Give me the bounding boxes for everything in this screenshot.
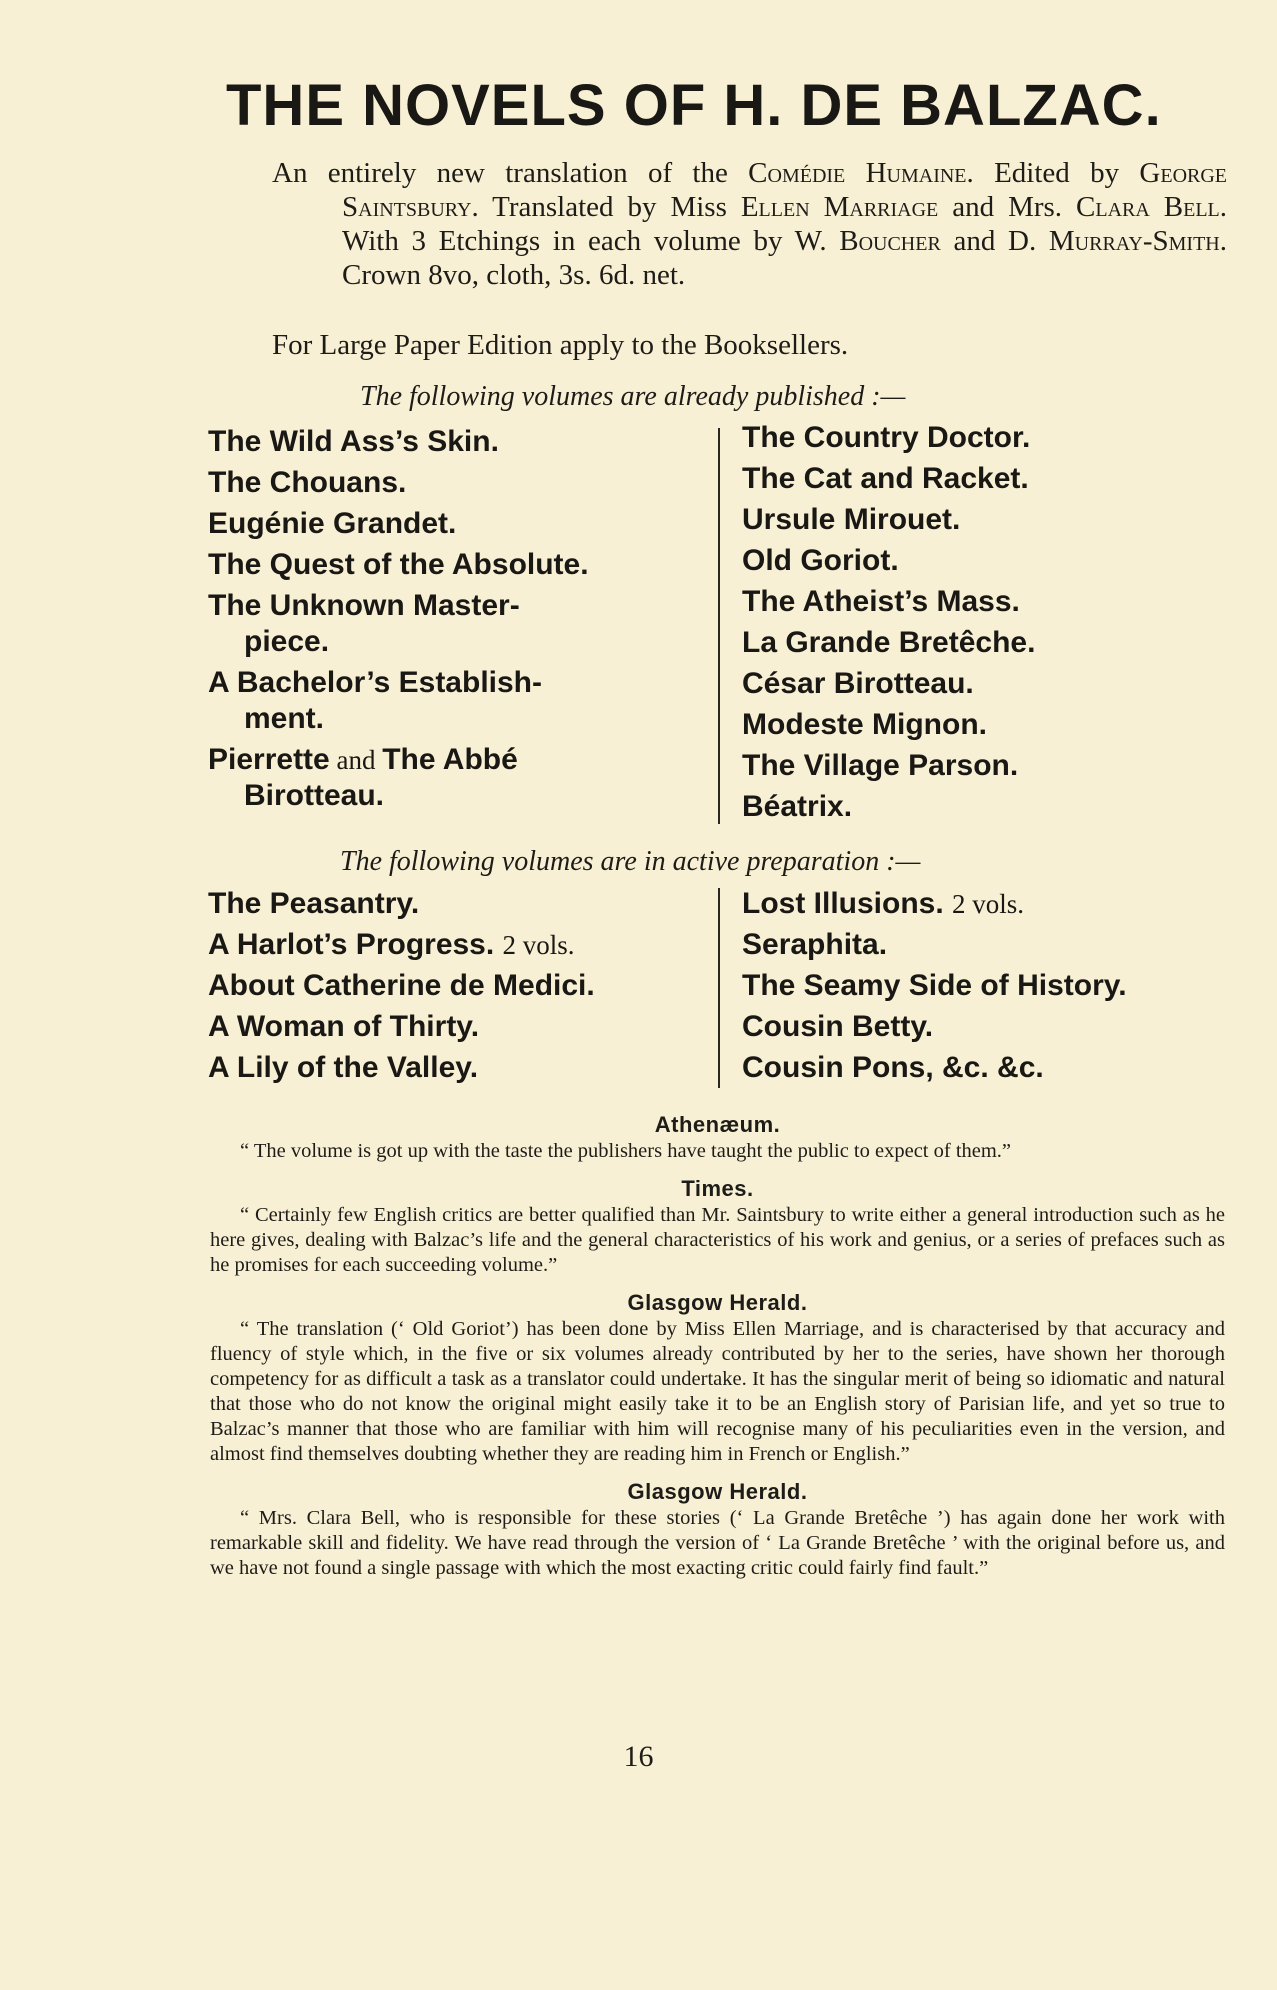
list-item — [208, 506, 698, 542]
review-source: Glasgow Herald. — [627, 1479, 808, 1504]
preparation-right-column — [742, 886, 1222, 1091]
list-item — [208, 588, 698, 660]
volume-title: About Catherine de Medici. — [208, 969, 595, 1002]
volume-title: Cousin Betty. — [742, 1010, 934, 1043]
intro-text: . Crown 8vo, cloth, 3s. 6d. net. — [342, 225, 1227, 291]
volume-title: A Harlot’s Progress. — [208, 928, 495, 961]
list-item — [208, 665, 698, 737]
large-paper-note: For Large Paper Edition apply to the Booksellers. — [272, 329, 849, 361]
volume-count: 2 vols. — [502, 930, 575, 960]
list-item — [208, 1009, 708, 1045]
list-item: The Country Doctor. — [742, 421, 1031, 454]
list-item: Modeste Mignon. — [742, 708, 987, 741]
review-source: Glasgow Herald. — [627, 1290, 808, 1315]
volume-title: Eugénie Grandet. — [208, 507, 457, 540]
preparation-left-column — [208, 886, 708, 1091]
list-item — [208, 424, 698, 460]
volume-title: A Woman of Thirty. — [208, 1010, 480, 1043]
review-source: Times. — [681, 1176, 754, 1201]
review-quote: “ The translation (‘ Old Goriot’) has been done by Miss Ellen Marriage, and is characterised by that accuracy and fluency of style which, in the five or six volumes already contributed by her to the series, have shown her thorough competency for as difficult a task as a translator could undertake. It has the singular merit of being so idiomatic and natural that those who do not know the original might easily take it to be an English story of Parisian life, and yet so true to Balzac’s manner that those who are familiar with him will recognise many of his peculiarities even in the version, and almost find themselves doubting whether they are reading him in French or English.” — [210, 1318, 1225, 1465]
intro-text: and Mrs. — [938, 191, 1077, 223]
intro-text: An entirely new translation of the — [272, 157, 749, 189]
column-divider — [718, 428, 720, 824]
list-item — [208, 886, 708, 922]
volume-title-continued: piece. — [244, 625, 330, 658]
list-item: The Cat and Racket. — [742, 462, 1029, 495]
published-right-column — [742, 420, 1212, 830]
review-source: Athenæum. — [654, 1112, 781, 1137]
page-title: THE NOVELS OF H. DE BALZAC. — [226, 73, 1162, 138]
list-item — [208, 547, 698, 583]
volume-title-continued: ment. — [244, 702, 325, 735]
volume-title: The Quest of the Absolute. — [208, 548, 589, 581]
intro-paragraph — [272, 156, 1227, 292]
list-item: Ursule Mirouet. — [742, 503, 961, 536]
intro-text: . Edited by — [966, 157, 1140, 189]
list-item — [208, 465, 698, 501]
review-quote: “ Mrs. Clara Bell, who is responsible for these stories (‘ La Grande Bretêche ’) has again done her work with remarkable skill and fidelity. We have read through the version of ‘ La Grande Bretêche ’ with the original before us, and we have not found a single passage with which the most exacting critic could fairly find fault.” — [210, 1507, 1225, 1579]
translator-name: Clara Bell — [1076, 191, 1220, 223]
list-item — [742, 968, 1222, 1004]
volume-title: Lost Illusions. — [742, 887, 944, 920]
volume-title: The Seamy Side of History. — [742, 969, 1127, 1002]
list-item — [742, 1009, 1222, 1045]
volume-title: The Chouans. — [208, 466, 407, 499]
volume-title: The Abbé — [382, 743, 518, 776]
list-item — [208, 968, 708, 1004]
volume-title: The Peasantry. — [208, 887, 420, 920]
volume-title: The Unknown Master- — [208, 589, 520, 622]
editor-name: George Saintsbury — [342, 157, 1228, 223]
page-number: 16 — [623, 1740, 654, 1773]
intro-text: . Translated by Miss — [471, 191, 741, 223]
preparation-heading: The following volumes are in active preparation :— — [340, 846, 921, 877]
list-item: César Birotteau. — [742, 667, 974, 700]
published-heading: The following volumes are already published :— — [360, 381, 906, 412]
conjunction: and — [329, 745, 383, 775]
review-quote: “ The volume is got up with the taste the publishers have taught the public to expect of them.” — [240, 1140, 1012, 1162]
list-item: The Village Parson. — [742, 749, 1019, 782]
comedie-humaine: Comédie Humaine — [748, 157, 967, 189]
list-item — [742, 886, 1222, 922]
volume-count: 2 vols. — [952, 889, 1025, 919]
list-item: The Atheist’s Mass. — [742, 585, 1020, 618]
list-item — [208, 742, 698, 814]
press-reviews — [210, 1108, 1225, 1593]
volume-title: A Lily of the Valley. — [208, 1051, 479, 1084]
review-quote: “ Certainly few English critics are better qualified than Mr. Saintsbury to write either a general introduction such as he here gives, dealing with Balzac’s life and the general characteristics of his work and genius, or a series of prefaces such as he promises for each succeeding volume.” — [210, 1204, 1225, 1276]
list-item — [742, 927, 1222, 963]
volume-title: A Bachelor’s Establish- — [208, 666, 542, 699]
etcher-name: Murray-Smith — [1048, 225, 1220, 257]
volume-title: Pierrette — [208, 743, 330, 776]
intro-text: and D. — [940, 225, 1049, 257]
list-item — [208, 927, 708, 963]
translator-name: Ellen Marriage — [740, 191, 939, 223]
list-item — [742, 1050, 1222, 1086]
volume-title: The Wild Ass’s Skin. — [208, 425, 499, 458]
volume-title: Seraphita. — [742, 928, 888, 961]
list-item: Béatrix. — [742, 790, 853, 823]
volume-title: Cousin Pons, &c. &c. — [742, 1051, 1044, 1084]
column-divider — [718, 888, 720, 1088]
etcher-name: Boucher — [839, 225, 941, 257]
volume-title-continued: Birotteau. — [244, 779, 385, 812]
list-item: La Grande Bretêche. — [742, 626, 1036, 659]
published-left-column — [208, 424, 698, 819]
list-item: Old Goriot. — [742, 544, 899, 577]
intro-text: . With 3 Etchings in each volume by W. — [342, 191, 1228, 257]
list-item — [208, 1050, 708, 1086]
